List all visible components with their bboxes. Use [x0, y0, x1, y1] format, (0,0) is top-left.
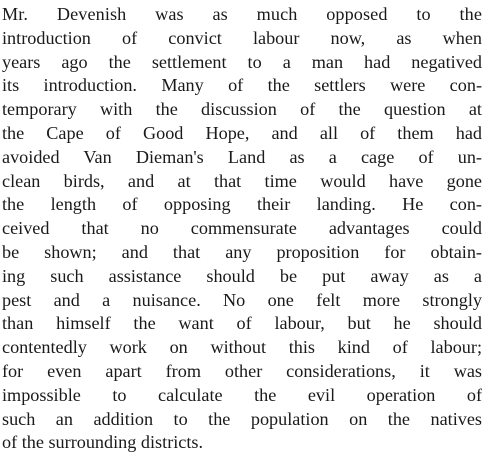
- text-line: be shown; and that any proposition for obtain-: [2, 242, 482, 262]
- text-line: pest and a nuisance. No one felt more strongly: [2, 290, 482, 310]
- text-line: the length of opposing their landing. He con-: [2, 194, 482, 214]
- text-line: contentedly work on without this kind of labour;: [2, 337, 482, 357]
- text-line: such an addition to the population on the natives: [2, 409, 482, 429]
- text-line: for even apart from other considerations, it was: [2, 361, 482, 381]
- text-line: temporary with the discussion of the question at: [2, 99, 482, 119]
- text-line: clean birds, and at that time would have gone: [2, 171, 482, 191]
- text-line: avoided Van Dieman's Land as a cage of un-: [2, 147, 482, 167]
- text-line: the Cape of Good Hope, and all of them had: [2, 123, 482, 143]
- text-line: ing such assistance should be put away as a: [2, 266, 482, 286]
- text-line: ceived that no commensurate advantages could: [2, 218, 482, 238]
- text-line: than himself the want of labour, but he should: [2, 313, 482, 333]
- text-line: introduction of convict labour now, as when: [2, 28, 482, 48]
- text-line: Mr. Devenish was as much opposed to the: [2, 4, 482, 24]
- text-line: of the surrounding districts.: [2, 432, 204, 452]
- text-line: years ago the settlement to a man had negatived: [2, 52, 482, 72]
- text-line: its introduction. Many of the settlers were con-: [2, 75, 482, 95]
- text-line: impossible to calculate the evil operation of: [2, 385, 482, 405]
